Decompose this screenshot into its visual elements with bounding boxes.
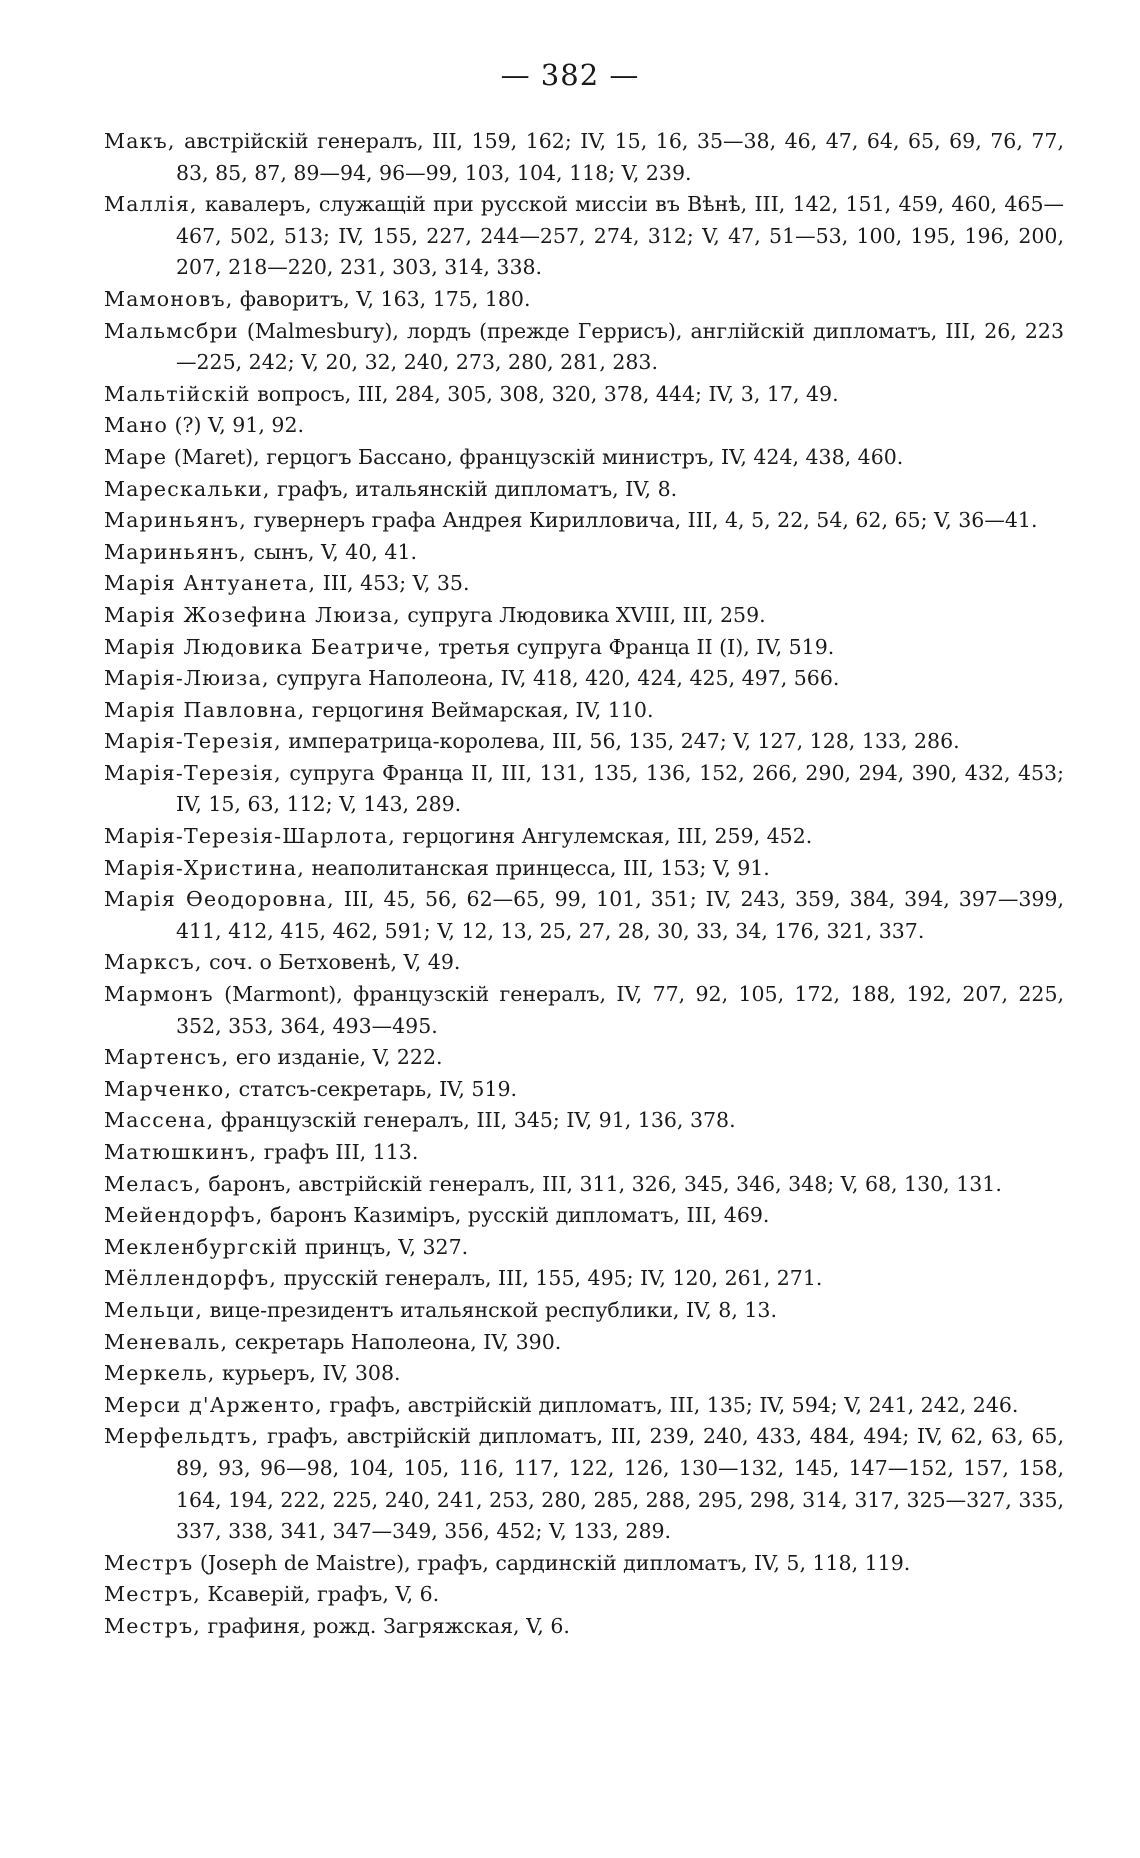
index-entry (104, 632, 1064, 664)
entry-text: вопросъ, III, 284, 305, 308, 320, 378, 444; IV, 3, 17, 49. (250, 381, 839, 406)
index-entry (104, 1169, 1064, 1201)
entry-text: курьеръ, IV, 308. (215, 1361, 401, 1386)
entry-name: Марія-Терезія-Шарлота, (104, 824, 396, 849)
entry-text: супруга Наполеона, IV, 418, 420, 424, 425, 497, 566. (269, 666, 840, 691)
entry-text: (?) V, 91, 92. (168, 413, 305, 438)
entry-name: Маре (104, 444, 168, 469)
entry-text: III, 453; V, 35. (316, 571, 470, 596)
index-entry (104, 758, 1064, 821)
entry-name: Местръ (104, 1550, 194, 1575)
index-entry (104, 1579, 1064, 1611)
entry-name: Марія Жозефина Люиза, (104, 602, 401, 627)
entry-text: графъ, итальянскій дипломатъ, IV, 8. (270, 476, 678, 501)
index-entry (104, 1358, 1064, 1390)
entry-text: герцогиня Ангулемская, III, 259, 452. (396, 824, 813, 849)
entry-name: Маллія, (104, 192, 198, 217)
index-entry (104, 853, 1064, 885)
index-entry (104, 1042, 1064, 1074)
entry-text: герцогиня Веймарская, IV, 110. (305, 697, 654, 722)
entry-name: Мельци, (104, 1297, 204, 1322)
index-entry (104, 884, 1064, 947)
entry-name: Меневаль, (104, 1329, 229, 1354)
entry-text: австрійскій генералъ, III, 159, 162; IV, 15, 16, 35—38, 46, 47, 64, 65, 69, 76, 77, 83, 85, 87, 89—94, 96—99, 103, 104, 118; V, 239. (175, 129, 1064, 185)
entry-text: сынъ, V, 40, 41. (246, 539, 418, 564)
index-entry (104, 1421, 1064, 1547)
entry-text: статсъ-секретарь, IV, 519. (232, 1076, 518, 1101)
entry-text: супруга Франца II, III, 131, 135, 136, 152, 266, 290, 294, 390, 432, 453; IV, 15, 63, 112; V, 143, 289. (176, 760, 1064, 817)
entry-name: Местръ, (104, 1613, 202, 1638)
entry-name: Марескальки, (104, 476, 271, 501)
entry-name: Массена, (104, 1108, 215, 1133)
index-entry (104, 126, 1064, 189)
entry-name: Мерси д'Арженто, (104, 1392, 323, 1417)
index-entry (104, 284, 1064, 316)
index-entry (104, 189, 1064, 284)
index-entry (104, 726, 1064, 758)
index-entry (104, 1137, 1064, 1169)
index-list (104, 126, 1064, 1643)
entry-text: его изданіе, V, 222. (229, 1045, 443, 1070)
entry-text: императрица-королева, III, 56, 135, 247; V, 127, 128, 133, 286. (281, 729, 960, 754)
entry-text: третья супруга Франца II (I), IV, 519. (431, 634, 835, 659)
entry-name: Мальмсбри (104, 318, 239, 343)
entry-name: Мариньянъ, (104, 539, 247, 564)
entry-name: Марченко, (104, 1076, 233, 1101)
index-entry (104, 1105, 1064, 1137)
index-entry (104, 410, 1064, 442)
page-number: — 382 — (500, 58, 640, 92)
entry-name: Мариньянъ, (104, 508, 247, 533)
entry-name: Меркель, (104, 1361, 216, 1386)
entry-text: (Maret), герцогъ Бассано, французскій министръ, IV, 424, 438, 460. (167, 444, 904, 469)
entry-name: Мамоновъ, (104, 286, 234, 311)
index-entry (104, 979, 1064, 1042)
entry-text: секретарь Наполеона, IV, 390. (228, 1329, 562, 1354)
entry-name: Марія-Христина, (104, 855, 306, 880)
index-entry (104, 821, 1064, 853)
index-entry (104, 1295, 1064, 1327)
entry-text: принцъ, V, 327. (298, 1234, 469, 1259)
index-entry (104, 695, 1064, 727)
index-entry (104, 474, 1064, 506)
entry-text: (Joseph de Maistre), графъ, сардинскій дипломатъ, IV, 5, 118, 119. (193, 1550, 911, 1575)
entry-text: гувернеръ графа Андрея Кирилловича, III, 4, 5, 22, 54, 62, 65; V, 36—41. (246, 508, 1038, 533)
entry-name: Марія Ѳеодоровна, (104, 887, 335, 912)
index-entry (104, 1611, 1064, 1643)
entry-name: Макъ, (104, 129, 176, 153)
entry-name: Мано (104, 413, 169, 438)
index-entry (104, 600, 1064, 632)
entry-text: фаворитъ, V, 163, 175, 180. (233, 286, 531, 311)
index-entry (104, 442, 1064, 474)
entry-name: Местръ, (104, 1582, 202, 1607)
index-entry (104, 1390, 1064, 1422)
index-entry (104, 1548, 1064, 1580)
entry-name: Мармонъ (104, 982, 214, 1007)
index-entry (104, 1074, 1064, 1106)
index-entry (104, 505, 1064, 537)
entry-text: супруга Людовика XVIII, III, 259. (400, 602, 766, 627)
entry-name: Марія-Люиза, (104, 666, 270, 691)
entry-text: прусскій генералъ, III, 155, 495; IV, 120, 261, 271. (277, 1266, 823, 1291)
entry-text: (Marmont), французскій генералъ, IV, 77, 92, 105, 172, 188, 192, 207, 225, 352, 353, 364, 493—495. (176, 982, 1064, 1038)
entry-text: III, 45, 56, 62—65, 99, 101, 351; IV, 243, 359, 384, 394, 397—399, 411, 412, 415, 462, 591; V, 12, 13, 25, 27, 28, 30, 33, 34, 176, 321, 337. (176, 887, 1064, 943)
index-entry (104, 1232, 1064, 1264)
entry-name: Мерфельдтъ, (104, 1424, 260, 1449)
index-entry (104, 1327, 1064, 1359)
entry-name: Марія-Терезія, (104, 760, 282, 785)
entry-name: Марксъ, (104, 950, 203, 975)
index-entry (104, 568, 1064, 600)
entry-text: французскій генералъ, III, 345; IV, 91, 136, 378. (214, 1108, 736, 1133)
index-entry (104, 663, 1064, 695)
entry-text: вице-президентъ итальянской республики, IV, 8, 13. (203, 1297, 777, 1322)
index-entry (104, 537, 1064, 569)
entry-name: Марія-Терезія, (104, 729, 282, 754)
index-entry (104, 947, 1064, 979)
entry-text: графъ, австрійскій дипломатъ, III, 239, 240, 433, 484, 494; IV, 62, 63, 65, 89, 93, 96—98, 104, 105, 116, 117, 122, 126, 130—132, 145, 147—152, 157, 158, 164, 194, 222, 225, 240, 241, 253, 280, 285, 288, 295, 298, 314, 317, 325—327, 335, 337, 338, 341, 347—349, 356, 452; V, 133, 289. (176, 1424, 1064, 1544)
entry-text: графиня, рожд. Загряжская, V, 6. (201, 1613, 570, 1638)
entry-text: графъ III, 113. (257, 1140, 419, 1164)
entry-text: графъ, австрійскій дипломатъ, III, 135; IV, 594; V, 241, 242, 246. (322, 1392, 1019, 1417)
entry-name: Мекленбургскій (104, 1234, 299, 1259)
entry-name: Марія Людовика Беатриче, (104, 634, 432, 659)
index-entry (104, 379, 1064, 411)
entry-name: Марія Антуанета, (104, 571, 317, 596)
index-entry (104, 1200, 1064, 1232)
entry-name: Матюшкинъ, (104, 1140, 258, 1164)
entry-text: баронъ, австрійскій генералъ, III, 311, 326, 345, 346, 348; V, 68, 130, 131. (201, 1171, 1002, 1196)
entry-name: Меласъ, (104, 1171, 202, 1196)
entry-name: Мартенсъ, (104, 1045, 230, 1070)
entry-text: Ксаверій, графъ, V, 6. (201, 1582, 440, 1607)
entry-text: неаполитанская принцесса, III, 153; V, 91. (305, 855, 770, 880)
entry-name: Мейендорфъ, (104, 1203, 264, 1228)
index-entry (104, 316, 1064, 379)
entry-name: Мальтійскій (104, 381, 251, 406)
index-entry (104, 1263, 1064, 1295)
entry-name: Марія Павловна, (104, 697, 306, 722)
entry-name: Мёллендорфъ, (104, 1266, 278, 1291)
entry-text: (Malmesbury), лордъ (прежде Геррисъ), англійскій дипломатъ, III, 26, 223—225, 242; V, 20, 32, 240, 273, 280, 281, 283. (176, 318, 1064, 375)
entry-text: баронъ Казиміръ, русскій дипломатъ, III, 469. (263, 1203, 770, 1228)
entry-text: соч. о Бетховенѣ, V, 49. (202, 950, 461, 975)
entry-text: кавалеръ, служащій при русской миссіи въ Вѣнѣ, III, 142, 151, 459, 460, 465—467, 502, 513; IV, 155, 227, 244—257, 274, 312; V, 47, 51—53, 100, 195, 196, 200, 207, 218—220, 231, 303, 314, 338. (176, 192, 1064, 280)
